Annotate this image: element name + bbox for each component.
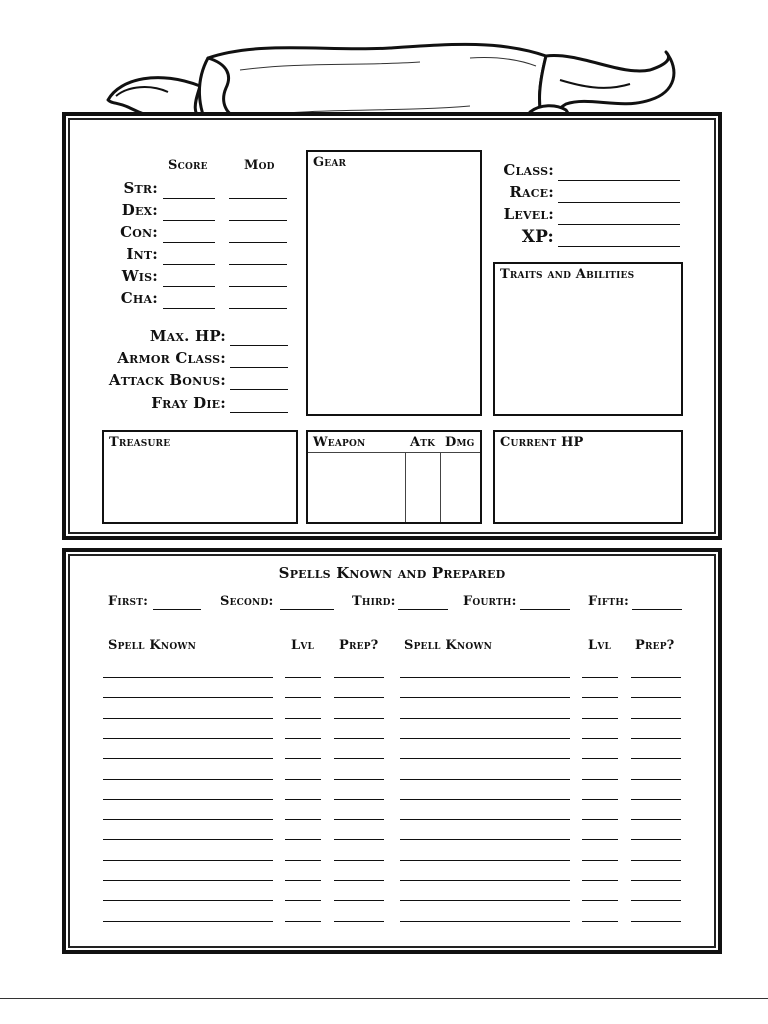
attack-bonus-label: Attack Bonus: xyxy=(108,371,226,389)
spell-prep-line-left[interactable] xyxy=(334,880,384,881)
spell-lvl-line-left[interactable] xyxy=(285,718,321,719)
spell-name-line-right[interactable] xyxy=(400,697,570,698)
score-header: Score xyxy=(168,158,208,173)
spell-lvl-line-left[interactable] xyxy=(285,839,321,840)
spell-lvl-line-left[interactable] xyxy=(285,779,321,780)
spell-prep-line-right[interactable] xyxy=(631,900,681,901)
spell-lvl-line-left[interactable] xyxy=(285,921,321,922)
third-slots-field[interactable] xyxy=(398,609,448,610)
spell-name-line-left[interactable] xyxy=(103,738,273,739)
spell-name-line-left[interactable] xyxy=(103,880,273,881)
spell-lvl-line-right[interactable] xyxy=(582,697,618,698)
spell-name-line-right[interactable] xyxy=(400,779,570,780)
spell-name-line-left[interactable] xyxy=(103,819,273,820)
spell-lvl-line-right[interactable] xyxy=(582,758,618,759)
spell-name-line-left[interactable] xyxy=(103,718,273,719)
dex-mod-field[interactable] xyxy=(229,220,287,221)
gear-title: Gear xyxy=(313,155,347,170)
treasure-title: Treasure xyxy=(109,435,171,450)
slot-label-first: First: xyxy=(108,594,149,609)
spell-name-line-right[interactable] xyxy=(400,860,570,861)
spell-name-line-left[interactable] xyxy=(103,860,273,861)
int-score-field[interactable] xyxy=(163,264,215,265)
attack-bonus-field[interactable] xyxy=(230,389,288,390)
mod-header: Mod xyxy=(244,158,275,173)
spell-name-line-left[interactable] xyxy=(103,921,273,922)
spell-prep-line-right[interactable] xyxy=(631,779,681,780)
spell-name-line-left[interactable] xyxy=(103,758,273,759)
weapon-atk-header: Atk xyxy=(410,435,436,450)
spell-prep-line-right[interactable] xyxy=(631,799,681,800)
level-field[interactable] xyxy=(558,224,680,225)
spell-lvl-line-left[interactable] xyxy=(285,900,321,901)
spell-lvl-line-left[interactable] xyxy=(285,819,321,820)
spell-prep-line-left[interactable] xyxy=(334,779,384,780)
stat-label-con: Con: xyxy=(120,223,158,241)
spell-prep-line-left[interactable] xyxy=(334,921,384,922)
spells-title: Spells Known and Prepared xyxy=(278,564,506,582)
str-mod-field[interactable] xyxy=(229,198,287,199)
second-slots-field[interactable] xyxy=(280,609,334,610)
spell-lvl-line-right[interactable] xyxy=(582,738,618,739)
spell-name-line-left[interactable] xyxy=(103,697,273,698)
traits-box[interactable] xyxy=(493,262,683,416)
race-field[interactable] xyxy=(558,202,680,203)
spell-lvl-line-right[interactable] xyxy=(582,921,618,922)
level-label: Level: xyxy=(503,205,554,223)
gear-box[interactable] xyxy=(306,150,482,416)
spell-prep-line-left[interactable] xyxy=(334,900,384,901)
spell-name-line-right[interactable] xyxy=(400,758,570,759)
spell-prep-line-left[interactable] xyxy=(334,839,384,840)
spell-prep-line-right[interactable] xyxy=(631,880,681,881)
spell-name-line-right[interactable] xyxy=(400,738,570,739)
page-bottom-rule xyxy=(0,998,768,999)
lvl-header-left: Lvl xyxy=(291,638,315,653)
treasure-box[interactable] xyxy=(102,430,298,524)
cha-mod-field[interactable] xyxy=(229,308,287,309)
spell-prep-line-left[interactable] xyxy=(334,758,384,759)
spell-prep-line-right[interactable] xyxy=(631,921,681,922)
spell-lvl-line-left[interactable] xyxy=(285,697,321,698)
fourth-slots-field[interactable] xyxy=(520,609,570,610)
fray-die-label: Fray Die: xyxy=(151,394,226,412)
spell-lvl-line-left[interactable] xyxy=(285,860,321,861)
spell-prep-line-right[interactable] xyxy=(631,839,681,840)
spell-prep-line-left[interactable] xyxy=(334,697,384,698)
spell-name-line-right[interactable] xyxy=(400,718,570,719)
spell-lvl-line-right[interactable] xyxy=(582,718,618,719)
spell-lvl-line-right[interactable] xyxy=(582,779,618,780)
spell-name-line-right[interactable] xyxy=(400,819,570,820)
spell-lvl-line-right[interactable] xyxy=(582,799,618,800)
spell-name-line-right[interactable] xyxy=(400,799,570,800)
current-hp-box[interactable] xyxy=(493,430,683,524)
spell-name-line-left[interactable] xyxy=(103,779,273,780)
spell-prep-line-left[interactable] xyxy=(334,677,384,678)
spell-name-line-left[interactable] xyxy=(103,799,273,800)
max-hp-label: Max. HP: xyxy=(149,327,226,345)
weapon-box[interactable] xyxy=(306,430,482,524)
int-mod-field[interactable] xyxy=(229,264,287,265)
stat-label-wis: Wis: xyxy=(121,267,158,285)
spell-prep-line-right[interactable] xyxy=(631,819,681,820)
prep-header-right: Prep? xyxy=(635,638,675,653)
spell-name-line-left[interactable] xyxy=(103,677,273,678)
spell-name-line-left[interactable] xyxy=(103,900,273,901)
weapon-header-divider xyxy=(308,452,480,453)
spell-name-line-right[interactable] xyxy=(400,921,570,922)
slot-label-fifth: Fifth: xyxy=(588,594,630,609)
spell-lvl-line-left[interactable] xyxy=(285,880,321,881)
spell-name-line-left[interactable] xyxy=(103,839,273,840)
slot-label-second: Second: xyxy=(220,594,274,609)
spell-lvl-line-left[interactable] xyxy=(285,758,321,759)
spell-name-line-right[interactable] xyxy=(400,839,570,840)
xp-label: XP: xyxy=(521,227,554,247)
prep-header-left: Prep? xyxy=(339,638,379,653)
spell-lvl-line-right[interactable] xyxy=(582,900,618,901)
weapon-title: Weapon xyxy=(313,435,366,450)
spell-lvl-line-right[interactable] xyxy=(582,839,618,840)
spell-name-line-right[interactable] xyxy=(400,880,570,881)
fray-die-field[interactable] xyxy=(230,412,288,413)
race-label: Race: xyxy=(509,183,554,201)
spell-lvl-line-right[interactable] xyxy=(582,819,618,820)
weapon-dmg-header: Dmg xyxy=(445,435,475,450)
armor-class-field[interactable] xyxy=(230,367,288,368)
spell-known-header-left: Spell Known xyxy=(108,638,197,653)
spell-prep-line-left[interactable] xyxy=(334,738,384,739)
spell-prep-line-left[interactable] xyxy=(334,799,384,800)
spell-prep-line-left[interactable] xyxy=(334,718,384,719)
spell-prep-line-right[interactable] xyxy=(631,738,681,739)
weapon-col-divider-1 xyxy=(405,452,406,522)
armor-class-label: Armor Class: xyxy=(117,349,226,367)
dex-score-field[interactable] xyxy=(163,220,215,221)
spell-prep-line-left[interactable] xyxy=(334,860,384,861)
spell-prep-line-right[interactable] xyxy=(631,677,681,678)
class-label: Class: xyxy=(503,161,554,179)
wis-score-field[interactable] xyxy=(163,286,215,287)
str-score-field[interactable] xyxy=(163,198,215,199)
spell-lvl-line-left[interactable] xyxy=(285,799,321,800)
spell-lvl-line-right[interactable] xyxy=(582,677,618,678)
slot-label-fourth: Fourth: xyxy=(463,594,517,609)
spell-prep-line-right[interactable] xyxy=(631,758,681,759)
weapon-col-divider-2 xyxy=(440,452,441,522)
spell-known-header-right: Spell Known xyxy=(404,638,493,653)
current-hp-title: Current HP xyxy=(500,435,584,450)
stat-label-cha: Cha: xyxy=(120,289,158,307)
con-score-field[interactable] xyxy=(163,242,215,243)
spell-lvl-line-right[interactable] xyxy=(582,880,618,881)
max-hp-field[interactable] xyxy=(230,345,288,346)
spell-name-line-right[interactable] xyxy=(400,900,570,901)
wis-mod-field[interactable] xyxy=(229,286,287,287)
xp-field[interactable] xyxy=(558,246,680,247)
spell-lvl-line-left[interactable] xyxy=(285,677,321,678)
spell-prep-line-right[interactable] xyxy=(631,718,681,719)
stat-label-int: Int: xyxy=(126,245,158,263)
cha-score-field[interactable] xyxy=(163,308,215,309)
con-mod-field[interactable] xyxy=(229,242,287,243)
slot-label-third: Third: xyxy=(352,594,396,609)
traits-title: Traits and Abilities xyxy=(500,267,635,282)
spell-lvl-line-right[interactable] xyxy=(582,860,618,861)
spell-prep-line-right[interactable] xyxy=(631,860,681,861)
spell-lvl-line-left[interactable] xyxy=(285,738,321,739)
class-field[interactable] xyxy=(558,180,680,181)
spell-prep-line-left[interactable] xyxy=(334,819,384,820)
first-slots-field[interactable] xyxy=(153,609,201,610)
stat-label-str: Str: xyxy=(123,179,158,197)
fifth-slots-field[interactable] xyxy=(632,609,682,610)
spell-prep-line-right[interactable] xyxy=(631,697,681,698)
spell-name-line-right[interactable] xyxy=(400,677,570,678)
stat-label-dex: Dex: xyxy=(121,201,158,219)
lvl-header-right: Lvl xyxy=(588,638,612,653)
